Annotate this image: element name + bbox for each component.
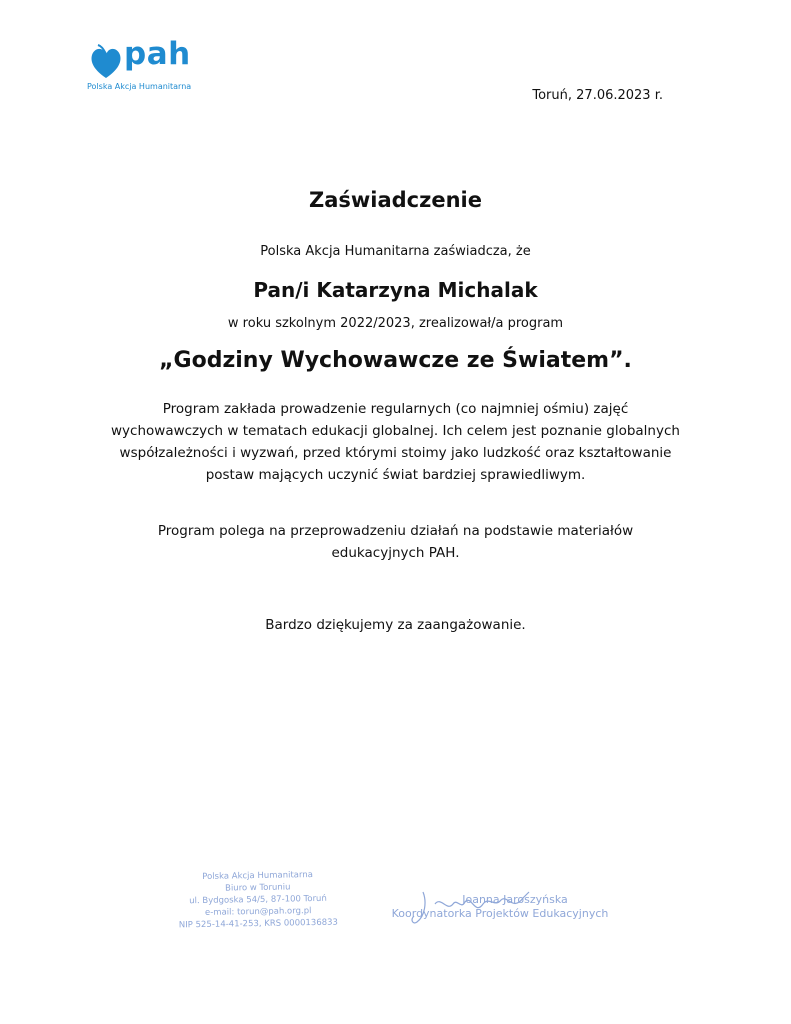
program-description: Program zakłada prowadzenie regularnych (co najmniej ośmiu) zajęć wychowawczych w tematach edukacji globalnej. Ich celem jest poznanie globalnych współzależności i wyzwań, przed którymi stoimy jako ludzkość oraz kształtowanie postaw mających uczynić świat bardziej sprawiedliwym. xyxy=(111,401,680,483)
logo-subtitle: Polska Akcja Humanitarna xyxy=(87,82,192,91)
intro-line: Polska Akcja Humanitarna zaświadcza, że xyxy=(260,244,531,259)
pah-logo-icon xyxy=(86,44,126,80)
stamp-line-email: e-mail: torun@pah.org.pl xyxy=(204,906,312,918)
logo-wordmark: pah xyxy=(124,36,191,72)
office-stamp xyxy=(157,868,358,931)
signature-block xyxy=(385,893,615,921)
pah-logo xyxy=(86,36,226,94)
program-method: Program polega na przeprowadzeniu działań na podstawie materiałów edukacyjnych PAH. xyxy=(157,523,634,561)
school-year-line: w roku szkolnym 2022/2023, zrealizował/a program xyxy=(227,316,564,331)
program-name: „Godziny Wychowawcze ze Światem”. xyxy=(159,348,632,373)
stamp-line-address: ul. Bydgoska 54/5, 87-100 Toruń xyxy=(189,893,327,907)
document-date: Toruń, 27.06.2023 r. xyxy=(532,88,663,103)
recipient-name: Pan/i Katarzyna Michalak xyxy=(253,278,538,302)
stamp-line-org: Polska Akcja Humanitarna xyxy=(202,870,314,882)
document-title: Zaświadczenie xyxy=(308,188,482,212)
stamp-line-registry: NIP 525-14-41-253, KRS 0000136833 xyxy=(178,917,339,931)
thanks-line: Bardzo dziękujemy za zaangażowanie. xyxy=(265,617,526,633)
signatory-role: Koordynatorka Projektów Edukacyjnych xyxy=(391,907,609,920)
signatory-name: Joanna Jaroszyńska xyxy=(462,893,568,906)
stamp-line-office: Biuro w Toruniu xyxy=(224,882,291,894)
